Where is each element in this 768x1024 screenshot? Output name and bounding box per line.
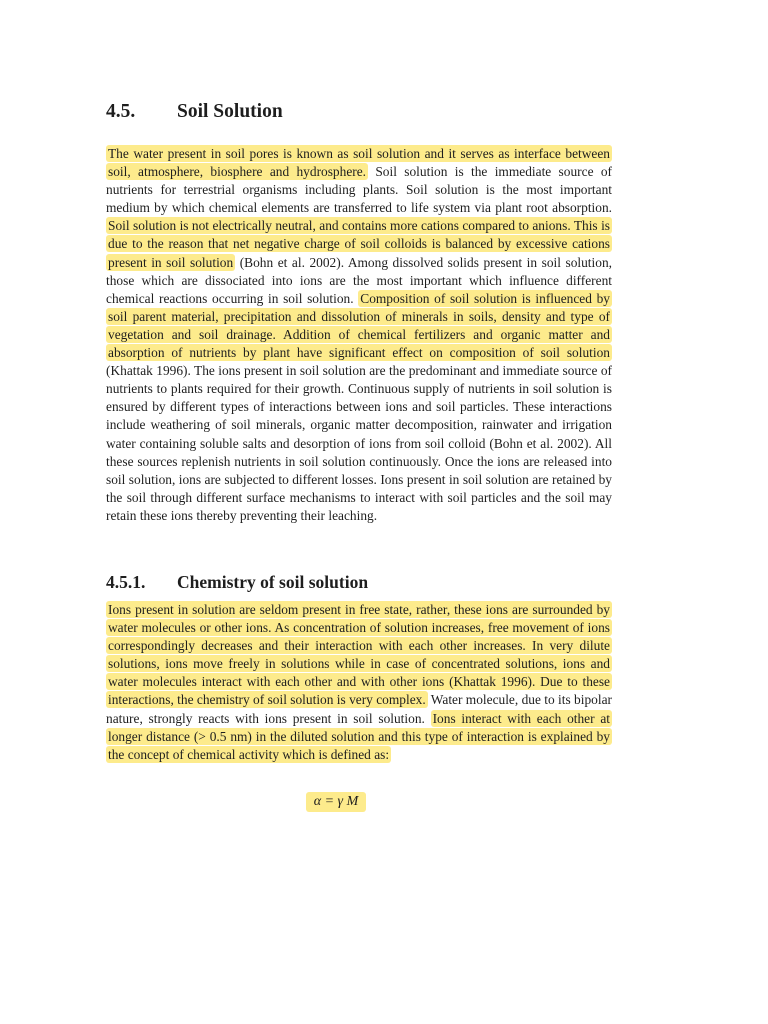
subsection-paragraph: [106, 601, 612, 764]
text-run: The water present in soil pores is known as soil solution and it serves as interface between soil, atmosphere, biosphere and hydrosphere.: [108, 146, 610, 180]
section-number: 4.5.: [106, 101, 136, 122]
subsection-number: 4.5.1.: [106, 572, 146, 592]
section-title: Soil Solution: [177, 101, 283, 122]
text-run: Composition of soil solution is influenced by soil parent material, precipitation and dissolution of minerals in soils, density and type of vegetation and soil drainage. Addition of chemical fertilizers and organic matter and absorption of nutrients by plant have significant effect on composition of soil solution: [108, 290, 610, 361]
text-run: Soil solution is not electrically neutral, and contains more cations compared to anions. This is due to the reason that net negative charge of soil colloids is balanced by excessive cations present in soil solution: [108, 218, 610, 270]
subsection-heading: [106, 572, 368, 593]
subsection-title: Chemistry of soil solution: [177, 572, 369, 592]
text-run: (Bohn et al. 2002). Among dissolved solids present in soil solution, those which are dissociated into ions are the most important which influence different chemical reactions occurring in soil solution.: [106, 254, 612, 306]
equation-block: [0, 792, 768, 812]
text-run: Ions present in solution are seldom present in free state, rather, these ions are surrounded by water molecules or other ions. As concentration of solution increases, free movement of ions correspondingly decreases and their interaction with each other increases. In very dilute solutions, ions move freely in solutions while in case of concentrated solutions, ions and water molecules interact with each other and with other ions (Khattak 1996). Due to these interactions, the chemistry of soil solution is very complex.: [108, 602, 610, 708]
equation: α = γ M: [306, 792, 366, 812]
text-run: (Khattak 1996). The ions present in soil solution are the predominant and immediate source of nutrients to plants required for their growth. Continuous supply of nutrients in soil solution is ensured by different types of interactions between ions and soil particles. These interactions include weathering of soil minerals, organic matter decomposition, rainwater and irrigation water containing soluble salts and desorption of ions from soil colloid (Bohn et al. 2002). All these sources replenish nutrients in soil solution continuously. Once the ions are released into soil solution, ions are subjected to different losses. Ions present in soil solution are retained by the soil through different surface mechanisms to interact with soil particles and the soil may retain these ions thereby preventing their leaching.: [106, 363, 612, 523]
text-run: Water molecule, due to its bipolar nature, strongly reacts with ions present in soil solution.: [106, 692, 612, 726]
section-paragraph: [106, 145, 612, 525]
text-run: Soil solution is the immediate source of nutrients for terrestrial organisms including plants. Soil solution is the most important medium by which chemical elements are transferred to life system via plant root absorption.: [106, 164, 612, 216]
section-heading: [106, 101, 283, 123]
text-run: Ions interact with each other at longer distance (> 0.5 nm) in the diluted solution and this type of interaction is explained by the concept of chemical activity which is defined as:: [108, 710, 610, 762]
